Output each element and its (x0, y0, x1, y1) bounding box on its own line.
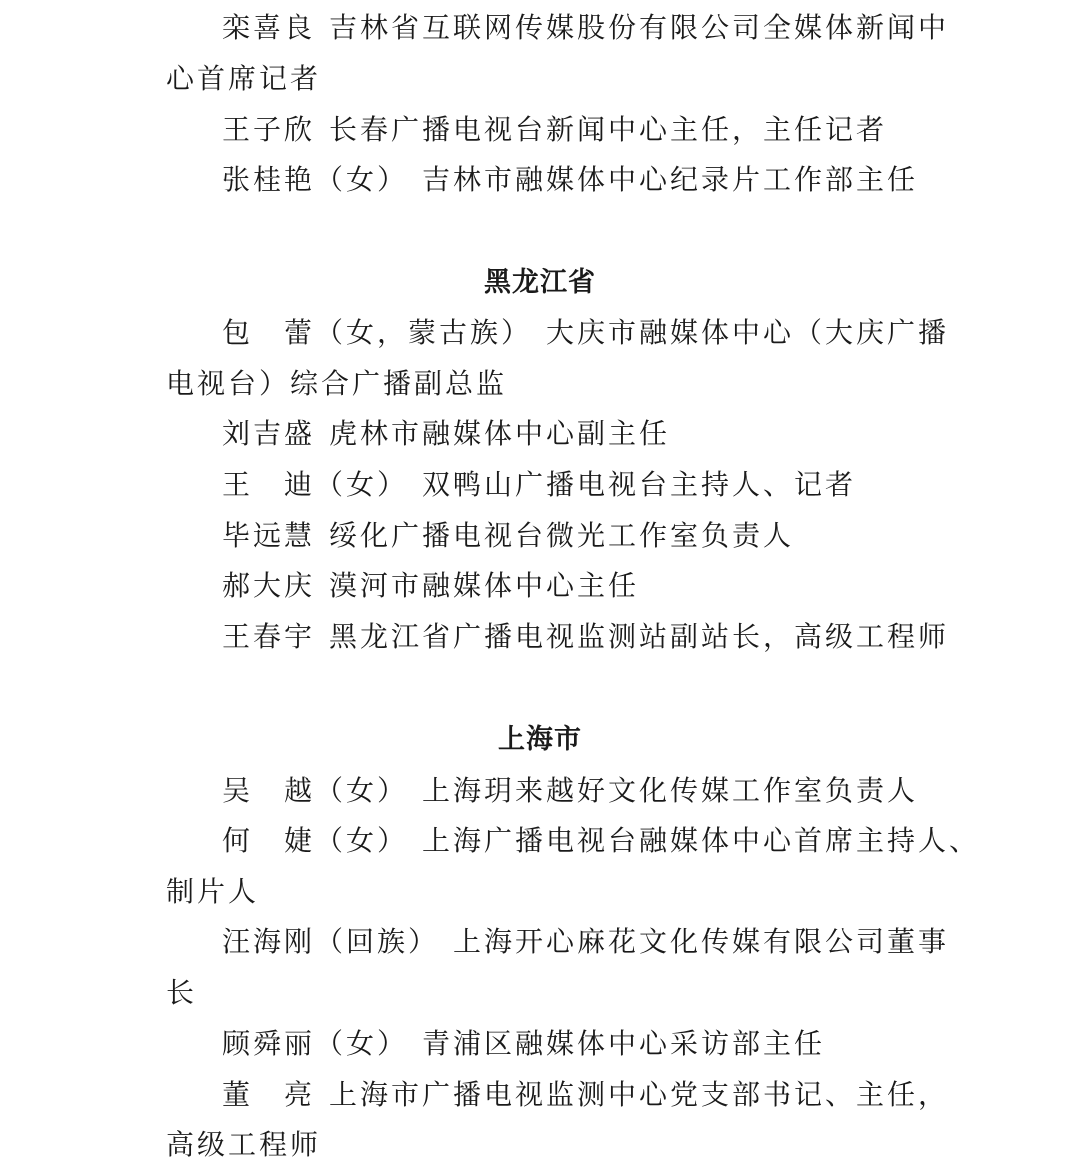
person-title: 吉林省互联网传媒股份有限公司全媒体新闻中 (329, 11, 950, 44)
person-name: 吴 越（女） (222, 774, 409, 807)
list-item (222, 1024, 825, 1064)
list-item (222, 465, 856, 505)
person-name: 刘吉盛 (222, 417, 316, 450)
list-item (222, 516, 794, 556)
person-title: 上海市广播电视监测中心党支部书记、主任， (329, 1078, 950, 1111)
person-title: 青浦区融媒体中心采访部主任 (422, 1027, 826, 1060)
list-item (222, 414, 670, 454)
person-title: 漠河市融媒体中心主任 (329, 569, 640, 602)
person-name: 王 迪（女） (222, 468, 409, 501)
person-name: 董 亮 (222, 1078, 316, 1111)
person-title-continued: 长 (166, 976, 198, 1009)
person-title: 大庆市融媒体中心（大庆广播 (546, 316, 950, 349)
person-name: 汪海刚（回族） (222, 925, 440, 958)
person-title: 上海开心麻花文化传媒有限公司董事 (453, 925, 950, 958)
person-name: 毕远慧 (222, 519, 316, 552)
person-name: 郝大庆 (222, 569, 316, 602)
list-item (222, 313, 949, 353)
list-item (222, 922, 949, 962)
list-item (222, 771, 918, 811)
list-item (222, 160, 918, 200)
person-name: 王子欣 (222, 113, 316, 146)
person-name: 栾喜良 (222, 11, 316, 44)
person-name: 张桂艳（女） (222, 163, 409, 196)
person-title: 绥化广播电视台微光工作室负责人 (329, 519, 795, 552)
region-heading: 黑龙江省 (484, 267, 596, 298)
person-title: 上海广播电视台融媒体中心首席主持人、 (422, 824, 981, 857)
person-title-continued: 制片人 (166, 875, 260, 908)
list-item (222, 617, 949, 657)
person-title: 吉林市融媒体中心纪录片工作部主任 (422, 163, 919, 196)
person-name: 顾舜丽（女） (222, 1027, 409, 1060)
person-title: 上海玥来越好文化传媒工作室负责人 (422, 774, 919, 807)
person-title: 双鸭山广播电视台主持人、记者 (422, 468, 857, 501)
person-title-continued: 心首席记者 (166, 62, 322, 95)
list-item (222, 1075, 949, 1115)
person-name: 何 婕（女） (222, 824, 409, 857)
person-title-continued: 电视台）综合广播副总监 (166, 367, 508, 400)
list-item (222, 821, 980, 861)
person-title: 长春广播电视台新闻中心主任，主任记者 (329, 113, 888, 146)
list-item (222, 566, 639, 606)
list-item (222, 110, 887, 150)
person-name: 王春宇 (222, 620, 316, 653)
person-title: 虎林市融媒体中心副主任 (329, 417, 671, 450)
person-title: 黑龙江省广播电视监测站副站长，高级工程师 (329, 620, 950, 653)
region-heading: 上海市 (498, 724, 582, 755)
list-item (222, 8, 949, 48)
person-title-continued: 高级工程师 (166, 1128, 322, 1161)
person-name: 包 蕾（女，蒙古族） (222, 316, 533, 349)
